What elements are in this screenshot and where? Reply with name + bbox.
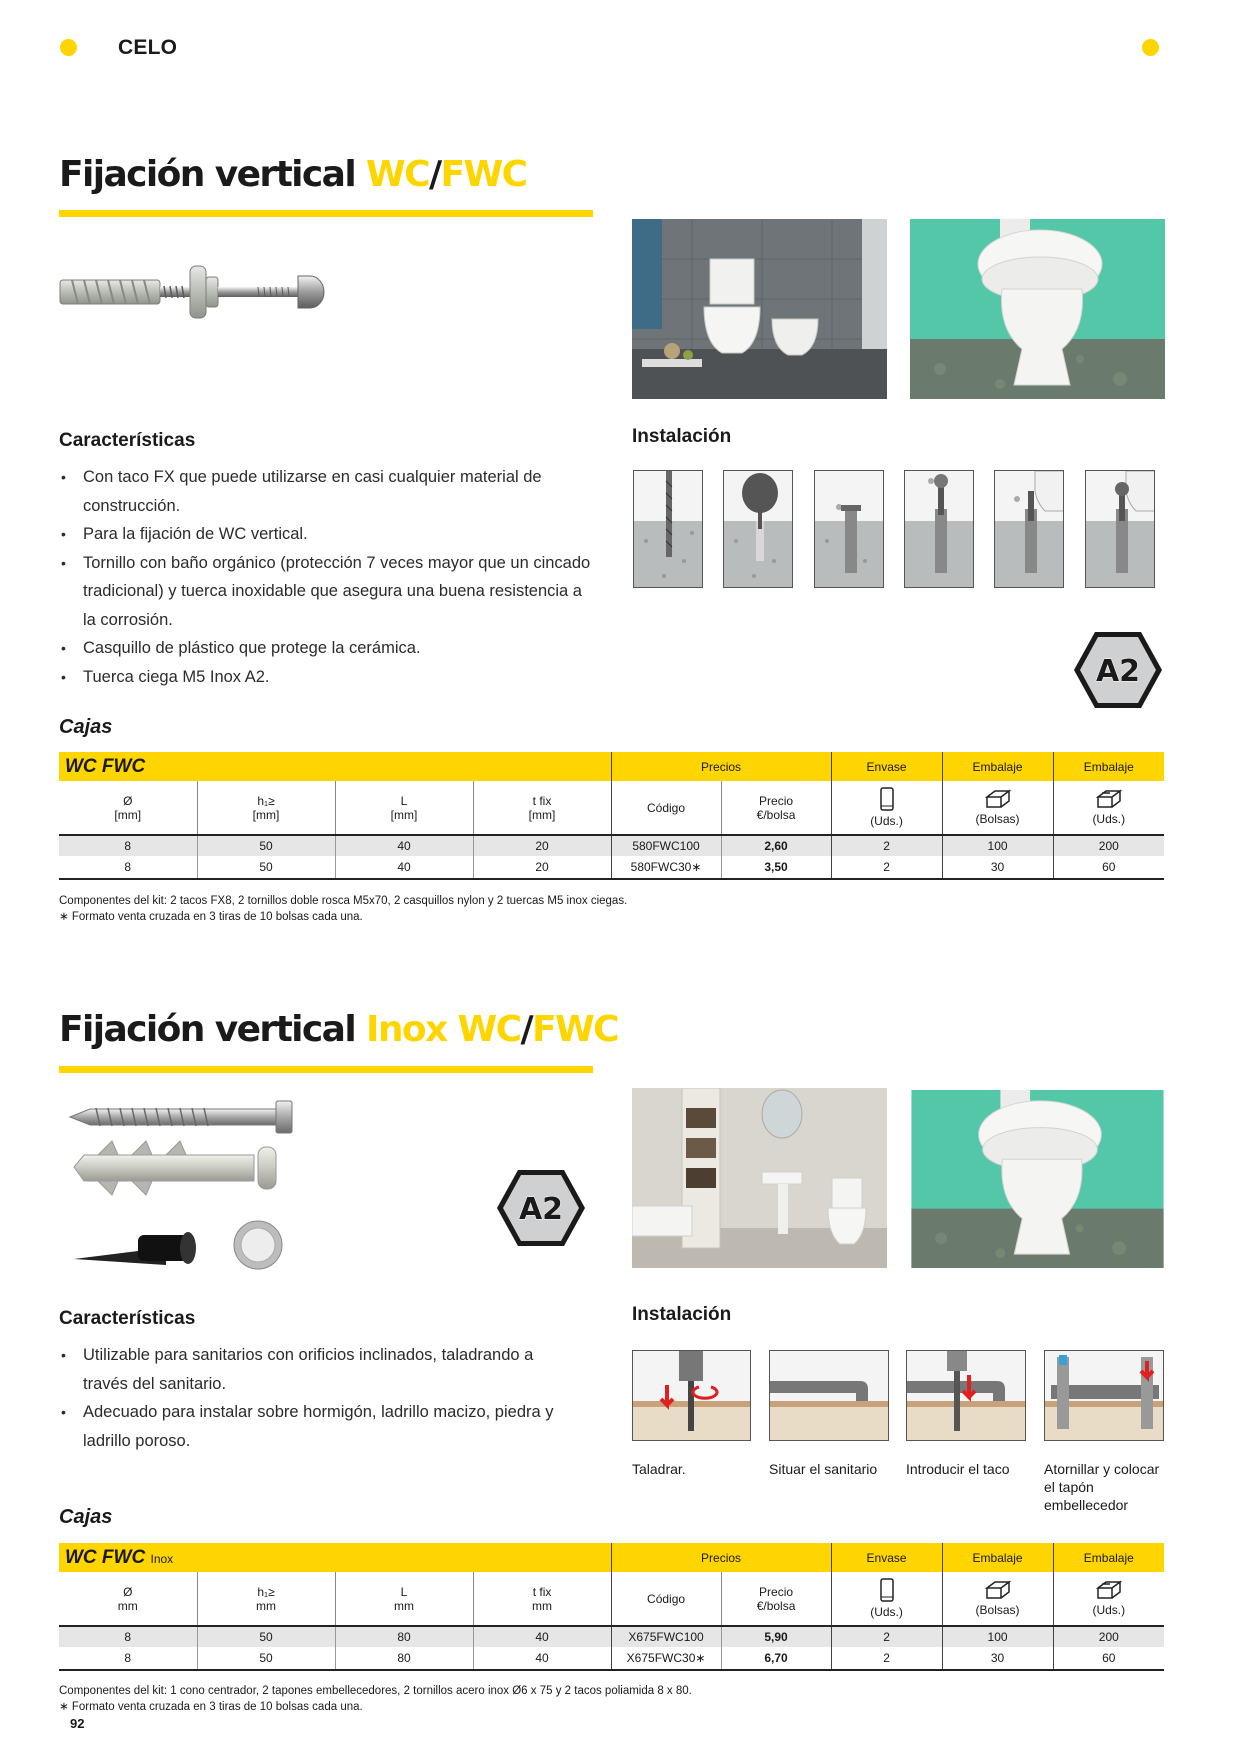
col-header-price: Precio €/bolsa (721, 1572, 831, 1626)
section2-title (59, 1009, 618, 1050)
section1-title-slash: / (428, 154, 441, 195)
install-step-2-blow (723, 470, 793, 588)
list-item: • Tornillo con baño orgánico (protección 7 veces mayor que un cincado tradicional) y tuerca inoxidable que asegura una buena resistencia a la corrosión. (59, 549, 599, 635)
install-step-screw-cap (1044, 1350, 1164, 1441)
box-icon (985, 789, 1011, 809)
step-label-place: Situar el sanitario (769, 1461, 878, 1477)
section1-title-accent1: WC (366, 154, 429, 195)
group-header-embalaje: Embalaje (942, 1543, 1053, 1572)
col-header-bags: (Bolsas) (942, 1572, 1053, 1626)
col-header-h1: h₁≥ mm (197, 1572, 335, 1626)
toilet-photo (910, 219, 1165, 399)
group-header-embalaje-2: Embalaje (1083, 759, 1134, 774)
install-step-4-screw (904, 470, 974, 588)
a2-stainless-badge (1072, 630, 1164, 710)
section2-title-accent2: FWC (532, 1009, 618, 1050)
col-header-envase-units: (Uds.) (831, 1572, 942, 1626)
col-header-bags: (Bolsas) (942, 781, 1053, 835)
col-header-price: Precio €/bolsa (721, 781, 831, 835)
section1-characteristics-heading: Características (59, 430, 196, 451)
step-label-drill: Taladrar. (632, 1461, 686, 1477)
page-number: 92 (70, 1716, 85, 1731)
header-dot-left (60, 39, 77, 56)
section2-title-accent1: Inox WC (366, 1009, 521, 1050)
section1-title-main: Fijación vertical (59, 154, 367, 195)
col-header-code: Código (611, 1572, 721, 1626)
header-dot-right (1142, 39, 1159, 56)
list-item: • Con taco FX que puede utilizarse en casi cualquier material de construcción. (59, 463, 599, 520)
col-header-carton-units: (Uds.) (1053, 1572, 1164, 1626)
col-header-length: L mm (335, 1572, 473, 1626)
kit-components-note: Componentes del kit: 1 cono centrador, 2 tapones embellecedores, 2 tornillos acero inox Ø6 x 75 y 2 tacos poliamida 8 x 80. (59, 1685, 692, 1697)
list-item: • Utilizable para sanitarios con orificios inclinados, taladrando a través del sanitario. (59, 1341, 579, 1398)
carton-icon (1096, 1580, 1122, 1600)
section1-boxes-heading: Cajas (59, 716, 113, 738)
section2-characteristics-list (59, 1341, 579, 1455)
a2-badge-text: A2 (518, 1192, 564, 1227)
section2-title-slash: / (520, 1009, 533, 1050)
col-header-code: Código (611, 781, 721, 835)
install-step-6-tighten (1085, 470, 1155, 588)
a2-stainless-badge-2 (495, 1168, 587, 1248)
section1-notes (59, 893, 1164, 925)
list-item: • Adecuado para instalar sobre hormigón, ladrillo macizo, piedra y ladrillo poroso. (59, 1398, 579, 1455)
package-icon (880, 1578, 894, 1602)
install-step-1-drill (633, 470, 703, 588)
list-item: • Casquillo de plástico que protege la cerámica. (59, 634, 599, 663)
group-header-envase: Envase (831, 752, 942, 781)
group-header-embalaje-2: Embalaje (1083, 1550, 1134, 1565)
install-step-insert-plug (906, 1350, 1026, 1441)
install-step-3-insert-plug (814, 470, 884, 588)
col-header-h1: h₁≥ [mm] (197, 781, 335, 835)
section2-table-name: WC FWC Inox (59, 1543, 611, 1572)
group-header-prices: Precios (611, 752, 831, 781)
section2-installation-heading: Instalación (632, 1304, 732, 1325)
col-header-carton-units: (Uds.) (1053, 781, 1164, 835)
section1-title-underline (59, 210, 593, 217)
toilet-photo-2 (910, 1090, 1165, 1268)
group-header-embalaje: Embalaje (942, 752, 1053, 781)
section1-installation-heading: Instalación (632, 426, 732, 447)
brand-name: CELO (118, 36, 178, 59)
wc-anchor-product-image (58, 262, 338, 322)
group-header-envase: Envase (831, 1543, 942, 1572)
table-row: 8 50 80 40 X675FWC100 5,90 2 100 200 (59, 1626, 1164, 1647)
section1-characteristics-list (59, 463, 599, 691)
section2-title-underline (59, 1066, 593, 1073)
step-label-insert: Introducir el taco (906, 1461, 1010, 1477)
col-header-tfix: t fix mm (473, 1572, 611, 1626)
cross-sale-note: ∗ Formato venta cruzada en 3 tiras de 10 bolsas cada una. (59, 1701, 363, 1713)
section1-spec-table (59, 752, 1164, 880)
col-header-length: L [mm] (335, 781, 473, 835)
section1-table-name: WC FWC (59, 752, 611, 781)
table-row: 8 50 80 40 X675FWC30∗ 6,70 2 30 60 (59, 1647, 1164, 1670)
list-item: • Tuerca ciega M5 Inox A2. (59, 663, 599, 692)
section1-title (59, 154, 526, 195)
package-icon (880, 787, 894, 811)
carton-icon (1096, 789, 1122, 809)
full-bathroom-photo (632, 1088, 887, 1268)
kit-components-note: Componentes del kit: 2 tacos FX8, 2 tornillos doble rosca M5x70, 2 casquillos nylon y 2 tuercas M5 inox ciegas. (59, 895, 628, 907)
col-header-diameter: Ø [mm] (59, 781, 197, 835)
section2-characteristics-heading: Características (59, 1308, 196, 1329)
col-header-diameter: Ø mm (59, 1572, 197, 1626)
section2-boxes-heading: Cajas (59, 1506, 113, 1528)
group-header-prices: Precios (611, 1543, 831, 1572)
a2-badge-text: A2 (1095, 654, 1141, 689)
cross-sale-note: ∗ Formato venta cruzada en 3 tiras de 10 bolsas cada una. (59, 911, 363, 923)
install-step-5-place-wc (994, 470, 1064, 588)
section1-title-accent2: FWC (440, 154, 527, 195)
section2-notes (59, 1683, 1164, 1715)
box-icon (985, 1580, 1011, 1600)
bathroom-photo (632, 219, 887, 399)
inox-kit-product-image (68, 1095, 338, 1275)
table-row: 8 50 40 20 580FWC100 2,60 2 100 200 (59, 835, 1164, 856)
list-item: • Para la fijación de WC vertical. (59, 520, 599, 549)
install-step-place-sanitary (769, 1350, 889, 1441)
section2-title-main: Fijación vertical (59, 1009, 367, 1050)
table-row: 8 50 40 20 580FWC30∗ 3,50 2 30 60 (59, 856, 1164, 879)
install-step-drill (632, 1350, 751, 1441)
section2-spec-table (59, 1543, 1164, 1671)
col-header-tfix: t fix [mm] (473, 781, 611, 835)
col-header-envase-units: (Uds.) (831, 781, 942, 835)
step-label-screw: Atornillar y colocar el tapón embellecedor (1044, 1461, 1160, 1513)
